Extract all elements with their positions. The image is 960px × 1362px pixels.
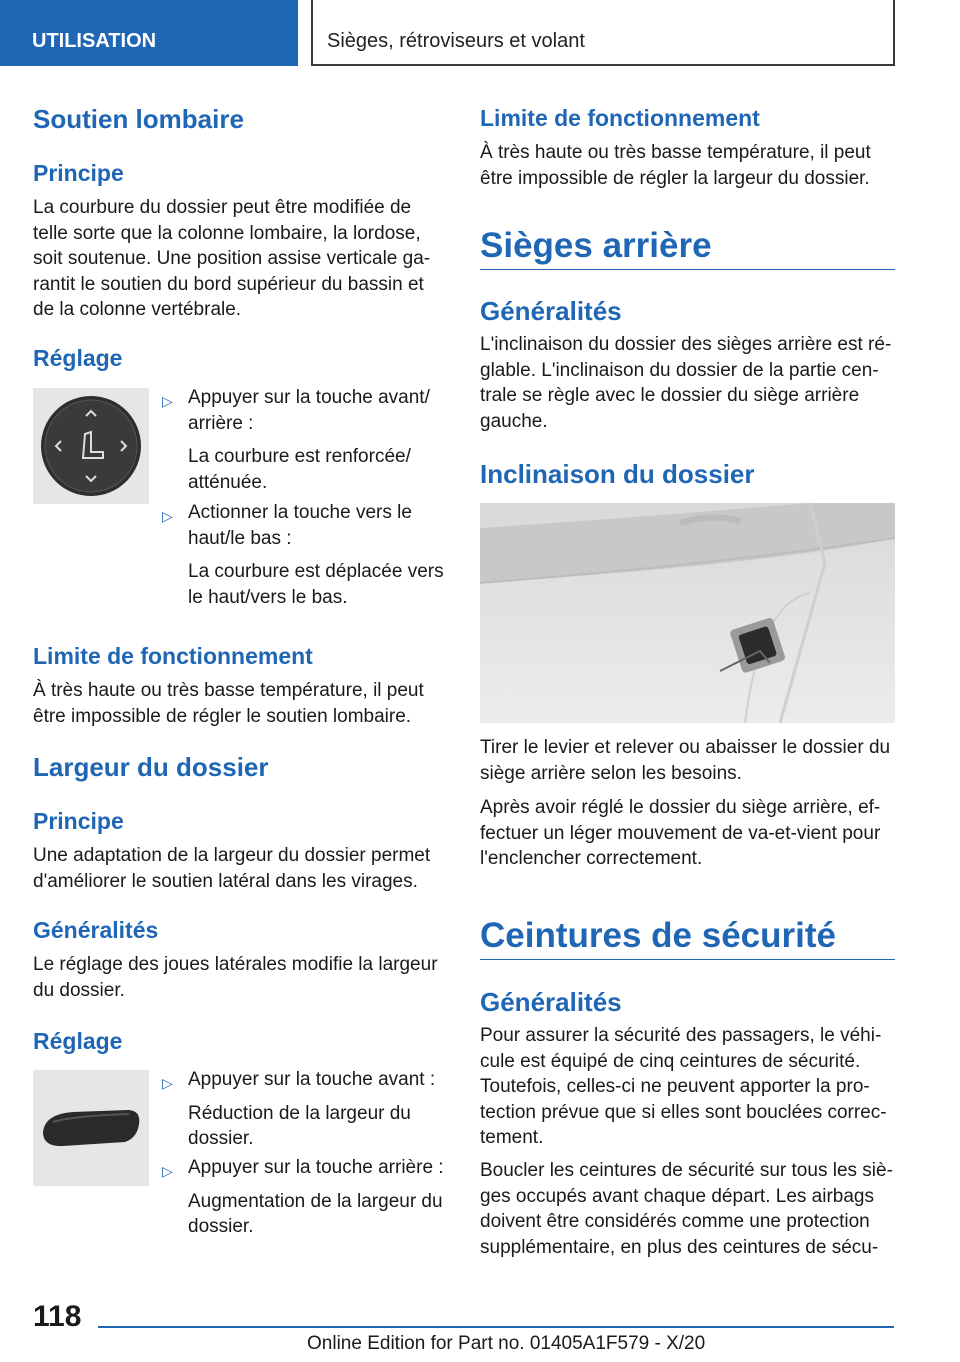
text-line: tection prévue que si elles sont bouclées correc- bbox=[480, 1101, 887, 1123]
heading-backrest-incline: Inclinaison du dossier bbox=[480, 459, 755, 489]
incline-paragraph-1 bbox=[480, 735, 900, 786]
text-line: Une adaptation de la largeur du dossier permet bbox=[33, 845, 431, 866]
footer-rule bbox=[98, 1326, 894, 1328]
belts-paragraph-2 bbox=[480, 1158, 900, 1260]
text-line: Augmentation de la largeur du bbox=[188, 1190, 443, 1212]
triangle-right-icon: ▷ bbox=[162, 393, 173, 409]
page-number: 118 bbox=[33, 1300, 82, 1333]
text-line: arrière : bbox=[188, 412, 254, 434]
text-line: La courbure du dossier peut être modifiée de bbox=[33, 197, 412, 218]
text-line: l'enclencher correctement. bbox=[480, 848, 703, 869]
text-line: siège arrière selon les besoins. bbox=[480, 762, 742, 784]
page-header bbox=[0, 0, 960, 66]
text-line: être impossible de régler le soutien lombaire. bbox=[33, 705, 412, 727]
text-line: Réduction de la largeur du bbox=[188, 1102, 411, 1124]
text-line: haut/le bas : bbox=[188, 527, 292, 549]
text-line: gauche. bbox=[480, 410, 548, 432]
heading-general: Généralités bbox=[480, 987, 622, 1017]
section-rule bbox=[480, 269, 895, 270]
triangle-right-icon: ▷ bbox=[162, 1163, 173, 1179]
heading-operating-limit: Limite de fonctionnement bbox=[33, 643, 313, 669]
heading-operating-limit: Limite de fonctionnement bbox=[480, 105, 760, 131]
text-line: Toutefois, celles-ci ne peuvent apporter la pro- bbox=[480, 1076, 870, 1097]
list-item bbox=[188, 1067, 453, 1152]
heading-seat-belts: Ceintures de sécurité bbox=[480, 916, 836, 955]
text-line: être impossible de régler la largeur du dossier. bbox=[480, 167, 870, 189]
text-line: La courbure est déplacée vers bbox=[188, 561, 444, 582]
belts-paragraph-1 bbox=[480, 1023, 900, 1151]
text-line: ges occupés avant chaque départ. Les airbags bbox=[480, 1185, 874, 1207]
section-rule bbox=[480, 959, 895, 960]
rear-seat-lever-image bbox=[480, 503, 895, 723]
text-line: L'inclinaison du dossier des sièges arrière est ré- bbox=[480, 334, 892, 355]
heading-lumbar-support: Soutien lombaire bbox=[33, 104, 244, 134]
text-line: Appuyer sur la touche avant : bbox=[188, 1069, 436, 1090]
text-line: dossier. bbox=[188, 1216, 254, 1237]
text-line: le haut/vers le bas. bbox=[188, 586, 348, 608]
text-line: d'améliorer le soutien latéral dans les virages. bbox=[33, 870, 418, 892]
heading-principle: Principe bbox=[33, 160, 124, 186]
list-item bbox=[188, 385, 453, 495]
list-item bbox=[188, 1155, 453, 1240]
text-line: du dossier. bbox=[33, 979, 125, 1001]
text-line: doivent être considérés comme une protection bbox=[480, 1211, 870, 1232]
section-tab: UTILISATION bbox=[0, 0, 298, 66]
text-line: dossier. bbox=[188, 1128, 254, 1149]
text-line: À très haute ou très basse température, il peut bbox=[480, 142, 871, 163]
heading-adjustment: Réglage bbox=[33, 345, 123, 371]
list-item bbox=[188, 500, 453, 610]
chapter-title: Sièges, rétroviseurs et volant bbox=[311, 0, 895, 66]
text-line: À très haute ou très basse température, il peut bbox=[33, 680, 424, 701]
text-line: cule est équipé de cinq ceintures de sécurité. bbox=[480, 1050, 861, 1072]
triangle-right-icon: ▷ bbox=[162, 508, 173, 524]
text-line: Le réglage des joues latérales modifie la largeur bbox=[33, 954, 438, 975]
text-line: Appuyer sur la touche arrière : bbox=[188, 1157, 444, 1178]
text-line: fectuer un léger mouvement de va-et-vient pour bbox=[480, 822, 881, 844]
heading-general: Généralités bbox=[33, 917, 159, 943]
text-line: Actionner la touche vers le bbox=[188, 502, 412, 523]
text-line: Après avoir réglé le dossier du siège arrière, ef- bbox=[480, 797, 881, 818]
text-line: Boucler les ceintures de sécurité sur tous les siè- bbox=[480, 1160, 893, 1181]
heading-backrest-width: Largeur du dossier bbox=[33, 752, 269, 782]
principle-paragraph bbox=[33, 195, 453, 323]
text-line: La courbure est renforcée/ bbox=[188, 446, 411, 467]
text-line: tement. bbox=[480, 1127, 544, 1148]
text-line: Tirer le levier et relever ou abaisser le dossier du bbox=[480, 737, 891, 758]
text-line: atténuée. bbox=[188, 471, 268, 493]
triangle-right-icon: ▷ bbox=[162, 1075, 173, 1091]
text-line: supplémentaire, en plus des ceintures de sécu- bbox=[480, 1236, 879, 1258]
general-paragraph bbox=[480, 332, 900, 434]
text-line: soit soutenue. Une position assise verticale ga- bbox=[33, 248, 431, 269]
text-line: glable. L'inclinaison du dossier de la partie cen- bbox=[480, 359, 879, 381]
limit-paragraph bbox=[480, 140, 900, 191]
text-line: Appuyer sur la touche avant/ bbox=[188, 387, 430, 408]
width-control-image bbox=[33, 1070, 149, 1186]
heading-principle: Principe bbox=[33, 808, 124, 834]
incline-paragraph-2 bbox=[480, 795, 900, 872]
text-line: de la colonne vertébrale. bbox=[33, 299, 242, 320]
edition-note: Online Edition for Part no. 01405A1F579 - X/20 bbox=[307, 1333, 706, 1354]
lumbar-control-image bbox=[33, 388, 149, 504]
lumbar-switch-icon bbox=[33, 388, 149, 504]
rear-seat-photo bbox=[480, 503, 895, 723]
width-switch-icon bbox=[33, 1070, 149, 1186]
limit-paragraph bbox=[33, 678, 453, 729]
heading-adjustment: Réglage bbox=[33, 1028, 123, 1054]
width-principle-paragraph bbox=[33, 843, 453, 894]
text-line: trale se règle avec le dossier du siège arrière bbox=[480, 385, 860, 406]
text-line: telle sorte que la colonne lombaire, la lordose, bbox=[33, 222, 421, 244]
heading-general: Généralités bbox=[480, 296, 622, 326]
text-line: rantit le soutien du bord supérieur du bassin et bbox=[33, 273, 424, 295]
text-line: Pour assurer la sécurité des passagers, le véhi- bbox=[480, 1025, 882, 1046]
general-paragraph bbox=[33, 952, 453, 1003]
heading-rear-seats: Sièges arrière bbox=[480, 226, 712, 265]
